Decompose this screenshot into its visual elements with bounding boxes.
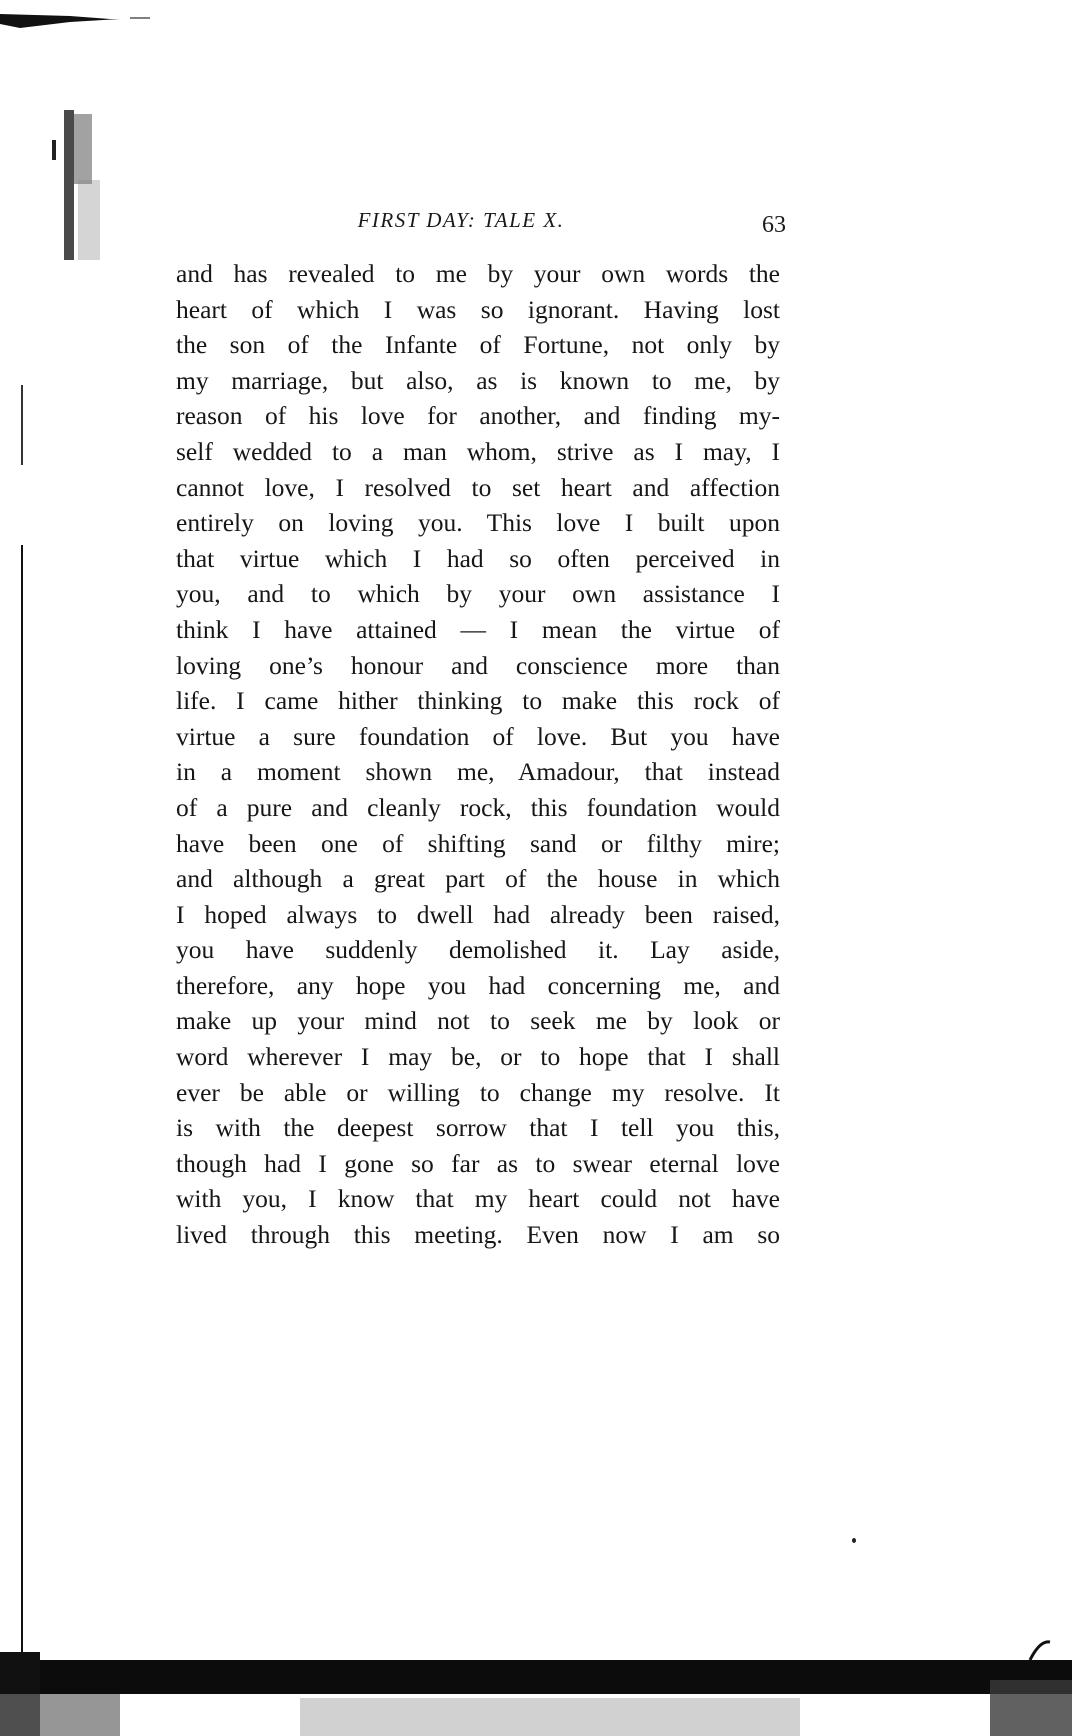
text-line: word wherever I may be, or to hope that I shall [176,1042,780,1072]
body-text [176,256,780,1253]
text-line: think I have attained — I mean the virtue of [176,614,780,644]
page-number: 63 [762,212,786,238]
text-line: that virtue which I had so often perceived in [176,543,780,573]
text-line: make up your mind not to seek me by look or [176,1006,780,1036]
text-line: and has revealed to me by your own words the [176,259,780,288]
text-line: entirely on loving you. This love I built upon [176,508,780,538]
text-line: loving one’s honour and conscience more than [176,650,780,680]
text-line: self wedded to a man whom, strive as I may, I [176,436,780,466]
text-line: ever be able or willing to change my resolve. It [176,1077,780,1107]
text-line: cannot love, I resolved to set heart and affection [176,472,780,502]
scan-corner-mark [0,10,160,30]
scan-bottom-band [0,1640,1072,1736]
text-line: reason of his love for another, and finding my- [176,401,780,431]
text-line: virtue a sure foundation of love. But you have [176,721,780,751]
text-line: is with the deepest sorrow that I tell you this, [176,1113,780,1143]
page-left-edge [20,385,26,1675]
text-line: you have suddenly demolished it. Lay aside, [176,935,780,965]
text-line: I hoped always to dwell had already been raised, [176,899,780,929]
binding-speckle [52,110,112,270]
text-line: with you, I know that my heart could not have [176,1184,780,1214]
text-line: and although a great part of the house in which [176,864,780,894]
text-line: heart of which I was so ignorant. Having lost [176,294,780,324]
text-line: you, and to which by your own assistance I [176,579,780,609]
text-line: therefore, any hope you had concerning me, and [176,970,780,1000]
text-line: of a pure and cleanly rock, this foundation would [176,792,780,822]
text-line: lived through this meeting. Even now I am so [176,1220,780,1250]
running-head [176,206,786,246]
stray-ink-dot [852,1538,856,1543]
text-line: the son of the Infante of Fortune, not only by [176,330,780,360]
running-title: FIRST DAY: TALE X. [357,208,565,232]
text-line: though had I gone so far as to swear eternal love [176,1148,780,1178]
text-line: life. I came hither thinking to make this rock of [176,686,780,716]
text-line: in a moment shown me, Amadour, that instead [176,757,780,787]
text-line: my marriage, but also, as is known to me, by [176,365,780,395]
text-line: have been one of shifting sand or filthy mire; [176,828,780,858]
